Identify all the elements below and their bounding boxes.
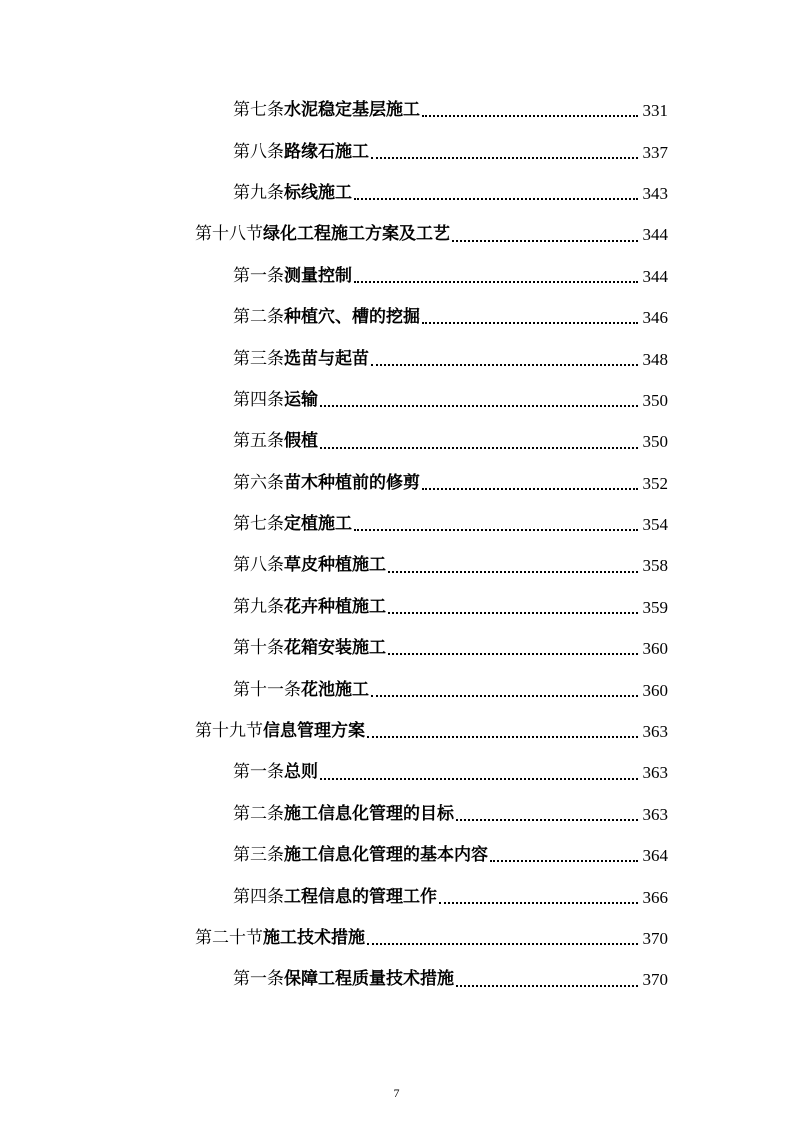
toc-entry[interactable] [0,876,668,917]
toc-entry-title: 花卉种植施工 [284,596,386,617]
toc-entry-title: 路缘石施工 [284,141,369,162]
toc-entry-page: 360 [642,639,668,659]
toc-entry-prefix: 第一条 [233,969,284,990]
toc-entry-title: 水泥稳定基层施工 [284,100,420,121]
toc-entry-prefix: 第七条 [233,514,284,535]
toc-entry-title: 苗木种植前的修剪 [284,472,420,493]
toc-entry[interactable] [0,90,668,131]
toc-entry-prefix: 第九条 [233,596,284,617]
toc-entry-prefix: 第一条 [233,265,284,286]
toc-entry[interactable] [0,463,668,504]
toc-entry-page: 363 [642,722,668,742]
dot-leader [354,197,638,200]
toc-entry-title: 定植施工 [284,514,352,535]
page-number: 7 [393,1086,400,1100]
toc-entry[interactable] [0,338,668,379]
toc-entry-prefix: 第一条 [233,762,284,783]
toc-entry-prefix: 第二十节 [195,928,263,948]
dot-leader [354,280,638,283]
toc-entry-prefix: 第三条 [233,348,284,369]
dot-leader [490,859,638,862]
dot-leader [388,570,638,573]
toc-entry-page: 348 [642,349,668,369]
toc-entry-title: 花箱安装施工 [284,638,386,659]
toc-entry[interactable] [0,587,668,628]
toc-entry-prefix: 第十条 [233,638,284,659]
toc-entry[interactable] [0,835,668,876]
toc-entry-title: 花池施工 [301,679,369,700]
toc-entry[interactable] [0,131,668,172]
toc-entry-prefix: 第四条 [233,389,284,410]
dot-leader [422,321,638,324]
toc-entry-title: 施工信息化管理的目标 [284,803,454,824]
toc-entry-page: 360 [642,680,668,700]
dot-leader [439,901,638,904]
toc-entry-title: 总则 [284,762,318,783]
dot-leader [354,528,638,531]
toc-entry[interactable] [0,959,668,1000]
toc-entry[interactable] [0,173,668,214]
toc-entry-title: 假植 [284,431,318,452]
toc-entry-title: 信息管理方案 [263,721,365,742]
toc-entry-title: 草皮种植施工 [284,555,386,576]
toc-entry-prefix: 第七条 [233,100,284,121]
toc-entry[interactable] [0,214,668,255]
dot-leader [367,735,638,738]
toc-entry-page: 337 [642,142,668,162]
toc-entry-page: 350 [642,390,668,410]
dot-leader [320,446,638,449]
dot-leader [388,652,638,655]
toc-entry-title: 施工技术措施 [263,928,365,948]
dot-leader [456,818,638,821]
dot-leader [367,942,638,945]
toc-entry-page: 358 [642,556,668,576]
toc-entry[interactable] [0,918,668,959]
toc-entry-prefix: 第五条 [233,431,284,452]
table-of-contents [0,90,793,1001]
toc-entry-page: 346 [642,308,668,328]
toc-entry-prefix: 第八条 [233,555,284,576]
dot-leader [320,777,638,780]
toc-entry-title: 施工信息化管理的基本内容 [284,845,488,866]
toc-entry[interactable] [0,752,668,793]
dot-leader [371,363,638,366]
toc-entry-title: 选苗与起苗 [284,348,369,369]
toc-entry-prefix: 第四条 [233,886,284,907]
toc-entry-page: 359 [642,597,668,617]
toc-entry-prefix: 第十一条 [233,679,301,700]
toc-entry[interactable] [0,256,668,297]
dot-leader [422,114,638,117]
toc-entry[interactable] [0,628,668,669]
toc-entry-prefix: 第八条 [233,141,284,162]
toc-entry-page: 370 [642,970,668,990]
toc-entry[interactable] [0,297,668,338]
toc-entry-page: 354 [642,515,668,535]
toc-entry-page: 363 [642,804,668,824]
toc-entry-page: 344 [642,225,668,245]
toc-entry-title: 工程信息的管理工作 [284,886,437,907]
toc-entry-page: 344 [642,266,668,286]
toc-entry-page: 352 [642,473,668,493]
toc-entry-page: 364 [642,846,668,866]
toc-entry-prefix: 第二条 [233,307,284,328]
dot-leader [422,487,638,490]
toc-entry-prefix: 第九条 [233,182,284,203]
toc-entry-prefix: 第六条 [233,472,284,493]
toc-entry[interactable] [0,421,668,462]
dot-leader [388,611,638,614]
toc-entry-title: 保障工程质量技术措施 [284,969,454,990]
dot-leader [320,404,638,407]
dot-leader [371,156,638,159]
dot-leader [371,694,638,697]
toc-entry-title: 绿化工程施工方案及工艺 [263,224,450,245]
toc-entry-page: 343 [642,183,668,203]
toc-entry[interactable] [0,711,668,752]
toc-entry[interactable] [0,504,668,545]
toc-entry-page: 370 [642,929,668,948]
toc-entry-title: 运输 [284,389,318,410]
toc-entry[interactable] [0,794,668,835]
toc-entry-page: 363 [642,763,668,783]
toc-entry-prefix: 第三条 [233,845,284,866]
toc-entry-prefix: 第十九节 [195,721,263,742]
toc-entry[interactable] [0,545,668,586]
toc-entry-page: 366 [642,887,668,907]
toc-entry-prefix: 第二条 [233,803,284,824]
toc-entry-prefix: 第十八节 [195,224,263,245]
toc-entry-title: 标线施工 [284,182,352,203]
dot-leader [456,984,638,987]
toc-entry-page: 350 [642,432,668,452]
toc-entry[interactable] [0,669,668,710]
dot-leader [452,239,638,242]
toc-entry-title: 测量控制 [284,265,352,286]
toc-entry-page: 331 [642,101,668,121]
toc-entry[interactable] [0,380,668,421]
toc-entry-title: 种植穴、槽的挖掘 [284,307,420,328]
